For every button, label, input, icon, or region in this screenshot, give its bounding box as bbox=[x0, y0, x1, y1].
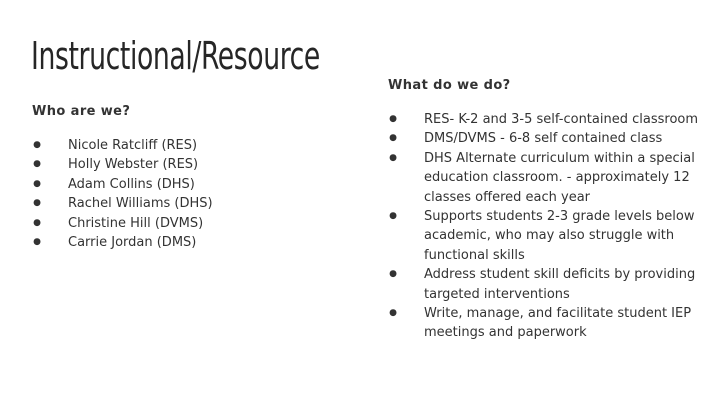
list-item bbox=[388, 304, 698, 343]
what-do-we-do-heading: What do we do? bbox=[388, 78, 511, 93]
bullet-icon: ● bbox=[389, 114, 397, 124]
team-member-name: Carrie Jordan (DMS) bbox=[68, 235, 197, 251]
bullet-icon: ● bbox=[33, 198, 41, 209]
bullet-icon: ● bbox=[33, 159, 41, 170]
responsibility-text: DHS Alternate curriculum within a special education classroom. - approximately 12 classes offered each year bbox=[424, 150, 695, 205]
bullet-icon: ● bbox=[33, 140, 41, 150]
team-member-name: Rachel Williams (DHS) bbox=[68, 196, 213, 212]
team-member-list bbox=[32, 136, 352, 252]
team-member-name: Adam Collins (DHS) bbox=[68, 176, 195, 192]
responsibility-text: RES- K-2 and 3-5 self-contained classroom bbox=[424, 112, 699, 127]
list-item bbox=[32, 233, 352, 252]
team-member-name: Christine Hill (DVMS) bbox=[68, 215, 204, 231]
bullet-icon: ● bbox=[389, 308, 397, 319]
list-item bbox=[32, 155, 352, 174]
responsibility-text: Supports students 2-3 grade levels below academic, who may also struggle with functional skills bbox=[424, 209, 695, 263]
list-item bbox=[32, 136, 352, 155]
bullet-icon: ● bbox=[389, 133, 397, 144]
list-item bbox=[32, 175, 352, 194]
responsibility-text: Address student skill deficits by providing targeted interventions bbox=[424, 267, 696, 302]
who-are-we-section bbox=[32, 104, 352, 252]
list-item bbox=[388, 149, 698, 207]
list-item bbox=[388, 207, 698, 265]
bullet-icon: ● bbox=[389, 211, 397, 222]
slide-title: Instructional/Resource bbox=[31, 34, 320, 78]
team-member-name: Holly Webster (RES) bbox=[68, 157, 199, 173]
what-do-we-do-section bbox=[388, 78, 698, 343]
bullet-icon: ● bbox=[33, 237, 41, 248]
responsibility-text: DMS/DVMS - 6-8 self contained class bbox=[424, 131, 663, 147]
list-item bbox=[388, 110, 698, 129]
bullet-icon: ● bbox=[389, 269, 397, 280]
list-item bbox=[388, 265, 698, 304]
list-item bbox=[32, 194, 352, 213]
responsibility-list bbox=[388, 110, 698, 343]
bullet-icon: ● bbox=[33, 217, 41, 228]
who-are-we-heading: Who are we? bbox=[32, 104, 131, 119]
list-item bbox=[388, 129, 698, 148]
responsibility-text: Write, manage, and facilitate student IEP meetings and paperwork bbox=[424, 306, 692, 341]
team-member-name: Nicole Ratcliff (RES) bbox=[68, 138, 198, 153]
bullet-icon: ● bbox=[389, 152, 397, 163]
list-item bbox=[32, 214, 352, 233]
bullet-icon: ● bbox=[33, 178, 41, 189]
